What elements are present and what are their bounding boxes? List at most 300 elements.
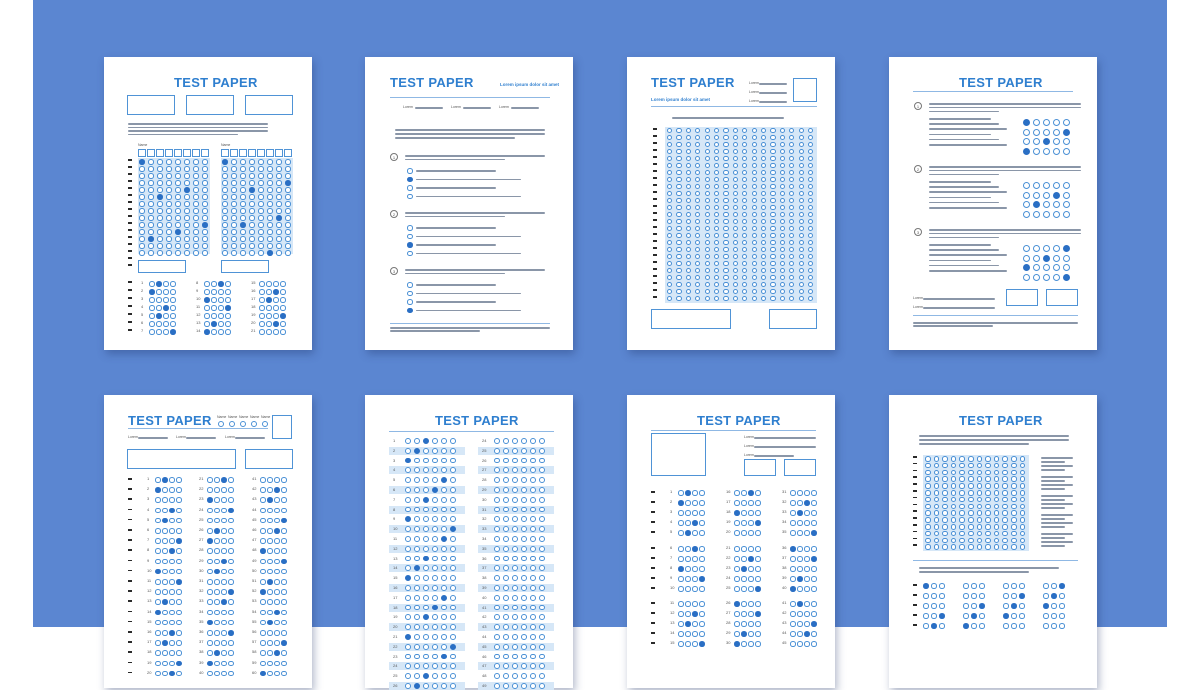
answer-bubble bbox=[202, 173, 208, 179]
answer-bubble bbox=[521, 556, 527, 562]
answer-bubble bbox=[503, 458, 509, 464]
answer-bubble bbox=[494, 507, 500, 513]
answer-bubble bbox=[155, 661, 161, 667]
timing-mark bbox=[128, 222, 132, 224]
answer-bubble bbox=[175, 236, 181, 242]
answer-bubble bbox=[811, 490, 817, 496]
answer-bubble bbox=[494, 477, 500, 483]
answer-bubble bbox=[276, 180, 282, 186]
answer-bubble bbox=[770, 296, 775, 301]
answer-bubble bbox=[1003, 583, 1009, 589]
answer-bubble bbox=[1003, 603, 1009, 609]
answer-bubble bbox=[202, 187, 208, 193]
timing-mark bbox=[651, 511, 655, 513]
answer-bubble bbox=[770, 205, 775, 210]
answer-bubble bbox=[723, 128, 728, 133]
answer-bubble bbox=[267, 215, 273, 221]
timing-mark bbox=[653, 296, 657, 298]
answer-bubble-filled bbox=[1023, 119, 1030, 126]
question-number: 7 bbox=[670, 555, 673, 560]
question-number: 5 bbox=[393, 477, 396, 483]
timing-mark bbox=[913, 604, 917, 606]
answer-bubble bbox=[155, 620, 161, 626]
answer-bubble bbox=[211, 329, 217, 335]
answer-bubble bbox=[512, 497, 518, 503]
answer-bubble bbox=[521, 595, 527, 601]
divider-line bbox=[651, 106, 817, 107]
answer-bubble bbox=[162, 579, 168, 585]
question-number: 5 bbox=[147, 516, 150, 522]
text-line bbox=[929, 260, 991, 262]
answer-bubble bbox=[799, 170, 804, 175]
answer-bubble bbox=[155, 650, 161, 656]
answer-bubble bbox=[804, 520, 810, 526]
answer-bubble-filled bbox=[228, 508, 234, 514]
answer-bubble bbox=[249, 250, 255, 256]
answer-bubble bbox=[193, 159, 199, 165]
text-line bbox=[913, 325, 993, 327]
text-line bbox=[929, 144, 1007, 146]
answer-bubble bbox=[267, 243, 273, 249]
timing-mark bbox=[128, 201, 132, 203]
answer-bubble bbox=[1002, 456, 1008, 462]
answer-bubble bbox=[685, 510, 691, 516]
question-number: 34 bbox=[199, 608, 204, 614]
question-number: 58 bbox=[252, 649, 257, 655]
answer-bubble bbox=[804, 621, 810, 627]
answer-bubble bbox=[1053, 255, 1060, 262]
answer-bubble bbox=[450, 634, 456, 640]
answer-bubble bbox=[723, 205, 728, 210]
answer-bubble bbox=[163, 289, 169, 295]
answer-bubble bbox=[280, 297, 286, 303]
answer-bubble bbox=[407, 299, 413, 305]
answer-bubble bbox=[414, 634, 420, 640]
answer-bubble bbox=[285, 236, 291, 242]
field-label: Lorem bbox=[749, 81, 759, 85]
answer-bubble bbox=[1011, 504, 1017, 510]
answer-bubble bbox=[274, 497, 280, 503]
answer-bubble bbox=[225, 289, 231, 295]
answer-bubble bbox=[748, 510, 754, 516]
answer-bubble bbox=[770, 156, 775, 161]
answer-bubble bbox=[166, 243, 172, 249]
answer-bubble bbox=[741, 520, 747, 526]
question-number: 25 bbox=[199, 516, 204, 522]
answer-bubble bbox=[797, 586, 803, 592]
answer-bubble bbox=[1023, 255, 1030, 262]
answer-bubble bbox=[678, 546, 684, 552]
answer-bubble bbox=[214, 559, 220, 565]
answer-bubble bbox=[414, 438, 420, 444]
answer-bubble bbox=[157, 187, 163, 193]
answer-bubble bbox=[734, 631, 740, 637]
answer-bubble-filled bbox=[971, 613, 977, 619]
text-line bbox=[929, 233, 1081, 235]
question-number: 59 bbox=[252, 659, 257, 665]
answer-bubble bbox=[539, 497, 545, 503]
answer-bubble-filled bbox=[423, 614, 429, 620]
answer-bubble-filled bbox=[1043, 603, 1049, 609]
question-number: 42 bbox=[482, 614, 487, 620]
text-line bbox=[416, 253, 521, 255]
answer-bubble bbox=[676, 275, 681, 280]
answer-bubble bbox=[699, 500, 705, 506]
answer-bubble bbox=[218, 289, 224, 295]
answer-bubble bbox=[260, 579, 266, 585]
answer-bubble bbox=[176, 518, 182, 524]
answer-bubble-filled bbox=[139, 159, 145, 165]
answer-bubble bbox=[155, 538, 161, 544]
answer-bubble bbox=[705, 226, 710, 231]
answer-bubble bbox=[705, 282, 710, 287]
timing-mark bbox=[913, 614, 917, 616]
answer-bubble bbox=[267, 528, 273, 534]
answer-bubble bbox=[1011, 456, 1017, 462]
text-line bbox=[390, 327, 550, 329]
answer-bubble bbox=[423, 477, 429, 483]
text-line bbox=[1041, 522, 1073, 524]
answer-bubble bbox=[169, 538, 175, 544]
answer-bubble bbox=[266, 329, 272, 335]
answer-bubble bbox=[1023, 192, 1030, 199]
answer-bubble bbox=[1020, 538, 1026, 544]
answer-bubble bbox=[512, 585, 518, 591]
answer-bubble bbox=[979, 583, 985, 589]
question-number: 44 bbox=[252, 506, 257, 512]
answer-bubble bbox=[1002, 470, 1008, 476]
answer-bubble bbox=[276, 187, 282, 193]
text-line bbox=[416, 293, 521, 295]
answer-bubble bbox=[1033, 119, 1040, 126]
answer-bubble bbox=[699, 631, 705, 637]
question-number: 23 bbox=[726, 565, 731, 570]
question-number: 20 bbox=[726, 529, 731, 534]
answer-bubble bbox=[734, 520, 740, 526]
text-line bbox=[929, 103, 1081, 105]
answer-bubble bbox=[267, 187, 273, 193]
answer-bubble bbox=[218, 305, 224, 311]
answer-bubble bbox=[790, 490, 796, 496]
answer-bubble bbox=[503, 487, 509, 493]
answer-bubble bbox=[494, 605, 500, 611]
answer-bubble bbox=[222, 229, 228, 235]
timing-mark bbox=[913, 476, 917, 478]
text-line bbox=[929, 186, 999, 188]
answer-bubble bbox=[414, 477, 420, 483]
answer-bubble bbox=[162, 630, 168, 636]
answer-bubble bbox=[723, 254, 728, 259]
timing-mark bbox=[128, 313, 132, 315]
answer-bubble bbox=[977, 510, 983, 516]
answer-bubble bbox=[705, 233, 710, 238]
answer-bubble bbox=[985, 524, 991, 530]
answer-bubble-filled bbox=[281, 640, 287, 646]
answer-bubble bbox=[934, 483, 940, 489]
answer-bubble bbox=[521, 644, 527, 650]
timing-mark bbox=[913, 538, 917, 540]
question-number: 33 bbox=[199, 598, 204, 604]
answer-bubble bbox=[214, 620, 220, 626]
answer-bubble bbox=[202, 194, 208, 200]
answer-bubble-filled bbox=[441, 536, 447, 542]
answer-bubble bbox=[705, 128, 710, 133]
answer-bubble bbox=[942, 504, 948, 510]
answer-bubble bbox=[1020, 504, 1026, 510]
question-number: 45 bbox=[482, 643, 487, 649]
answer-bubble bbox=[155, 579, 161, 585]
answer-bubble bbox=[723, 219, 728, 224]
answer-bubble bbox=[951, 524, 957, 530]
answer-bubble bbox=[1033, 138, 1040, 145]
answer-bubble bbox=[432, 458, 438, 464]
answer-bubble bbox=[676, 156, 681, 161]
text-line bbox=[405, 159, 505, 161]
answer-bubble bbox=[274, 569, 280, 575]
answer-bubble bbox=[1059, 613, 1065, 619]
answer-bubble bbox=[959, 510, 965, 516]
field-label: Lorem bbox=[744, 444, 754, 448]
answer-bubble bbox=[157, 159, 163, 165]
answer-bubble bbox=[148, 250, 154, 256]
answer-bubble bbox=[530, 507, 536, 513]
answer-bubble bbox=[799, 261, 804, 266]
answer-bubble bbox=[685, 641, 691, 647]
answer-bubble bbox=[804, 530, 810, 536]
answer-bubble bbox=[676, 177, 681, 182]
answer-bubble bbox=[139, 180, 145, 186]
answer-bubble bbox=[423, 458, 429, 464]
answer-bubble bbox=[202, 236, 208, 242]
answer-bubble bbox=[977, 470, 983, 476]
answer-bubble bbox=[942, 510, 948, 516]
question-number: 20 bbox=[251, 320, 256, 325]
answer-bubble bbox=[705, 261, 710, 266]
answer-bubble bbox=[240, 166, 246, 172]
answer-bubble bbox=[441, 497, 447, 503]
text-line bbox=[1041, 533, 1073, 535]
answer-bubble-filled bbox=[149, 289, 155, 295]
answer-bubble bbox=[441, 448, 447, 454]
answer-bubble-filled bbox=[214, 650, 220, 656]
answer-bubble bbox=[811, 546, 817, 552]
timing-mark bbox=[653, 254, 657, 256]
answer-bubble bbox=[494, 634, 500, 640]
answer-bubble bbox=[494, 614, 500, 620]
answer-bubble bbox=[441, 507, 447, 513]
question-number: 45 bbox=[252, 516, 257, 522]
answer-bubble bbox=[214, 640, 220, 646]
answer-bubble-filled bbox=[685, 621, 691, 627]
answer-bubble bbox=[207, 640, 213, 646]
answer-box bbox=[248, 149, 256, 157]
answer-bubble-filled bbox=[414, 565, 420, 571]
answer-bubble bbox=[985, 510, 991, 516]
answer-bubble bbox=[260, 497, 266, 503]
answer-bubble bbox=[979, 593, 985, 599]
answer-bubble bbox=[923, 623, 929, 629]
answer-bubble-filled bbox=[748, 556, 754, 562]
answer-bubble bbox=[166, 208, 172, 214]
question-number: 39 bbox=[199, 659, 204, 665]
answer-bubble bbox=[266, 321, 272, 327]
question-number: 17 bbox=[393, 594, 398, 600]
question-number: 44 bbox=[482, 634, 487, 639]
text-line bbox=[395, 137, 515, 139]
answer-bubble bbox=[432, 507, 438, 513]
text-line bbox=[929, 202, 999, 204]
answer-bubble bbox=[441, 624, 447, 630]
answer-bubble bbox=[169, 518, 175, 524]
answer-bubble bbox=[678, 631, 684, 637]
question-number: 7 bbox=[147, 537, 150, 543]
answer-bubble bbox=[503, 624, 509, 630]
answer-bubble bbox=[414, 497, 420, 503]
answer-bubble bbox=[959, 517, 965, 523]
answer-bubble bbox=[494, 458, 500, 464]
answer-bubble-filled bbox=[207, 661, 213, 667]
answer-bubble bbox=[267, 599, 273, 605]
answer-bubble bbox=[676, 268, 681, 273]
answer-bubble bbox=[202, 243, 208, 249]
answer-bubble bbox=[971, 623, 977, 629]
answer-bubble bbox=[942, 544, 948, 550]
sheet-title: TEST PAPER bbox=[651, 75, 735, 90]
answer-bubble-filled bbox=[405, 516, 411, 522]
text-line bbox=[759, 92, 787, 94]
answer-bubble bbox=[240, 194, 246, 200]
answer-bubble bbox=[797, 500, 803, 506]
answer-bubble bbox=[503, 516, 509, 522]
question-number: 2 bbox=[393, 447, 396, 453]
answer-bubble bbox=[530, 673, 536, 679]
answer-bubble bbox=[225, 321, 231, 327]
answer-bubble bbox=[968, 524, 974, 530]
answer-bubble bbox=[804, 546, 810, 552]
answer-bubble bbox=[414, 673, 420, 679]
answer-bubble bbox=[267, 159, 273, 165]
answer-bubble bbox=[155, 599, 161, 605]
answer-bubble bbox=[676, 205, 681, 210]
answer-bubble bbox=[240, 173, 246, 179]
answer-bubble bbox=[423, 663, 429, 669]
answer-bubble bbox=[169, 620, 175, 626]
answer-bubble bbox=[231, 173, 237, 179]
answer-bubble-filled bbox=[1063, 129, 1070, 136]
answer-bubble bbox=[285, 229, 291, 235]
answer-bubble bbox=[260, 477, 266, 483]
answer-bubble bbox=[148, 243, 154, 249]
answer-bubble bbox=[705, 135, 710, 140]
answer-bubble bbox=[414, 487, 420, 493]
question-number: 35 bbox=[199, 618, 204, 624]
field-label: Name bbox=[239, 415, 249, 419]
question-number: 22 bbox=[199, 486, 204, 492]
answer-bubble bbox=[414, 526, 420, 532]
answer-bubble bbox=[799, 289, 804, 294]
answer-bubble bbox=[149, 313, 155, 319]
answer-bubble bbox=[169, 610, 175, 616]
answer-bubble bbox=[994, 483, 1000, 489]
answer-bubble bbox=[678, 510, 684, 516]
answer-bubble bbox=[1053, 211, 1060, 218]
answer-bubble-filled bbox=[273, 289, 279, 295]
answer-bubble bbox=[139, 194, 145, 200]
question-number: 29 bbox=[482, 487, 487, 492]
question-number: 8 bbox=[196, 280, 199, 285]
answer-bubble bbox=[184, 229, 190, 235]
answer-bubble bbox=[797, 566, 803, 572]
text-line bbox=[405, 216, 505, 218]
question-number: 33 bbox=[482, 526, 487, 532]
text-line bbox=[923, 307, 995, 309]
answer-bubble-filled bbox=[228, 630, 234, 636]
answer-bubble bbox=[705, 254, 710, 259]
answer-bubble bbox=[676, 240, 681, 245]
answer-bubble-filled bbox=[414, 683, 420, 689]
answer-bubble bbox=[281, 528, 287, 534]
text-line bbox=[128, 123, 268, 125]
answer-bubble bbox=[942, 531, 948, 537]
answer-bubble bbox=[494, 585, 500, 591]
answer-bubble bbox=[260, 487, 266, 493]
answer-bubble bbox=[222, 215, 228, 221]
question-number: 11 bbox=[196, 304, 201, 309]
answer-bubble bbox=[521, 565, 527, 571]
answer-bubble bbox=[1011, 593, 1017, 599]
answer-bubble bbox=[963, 593, 969, 599]
timing-mark bbox=[128, 243, 132, 245]
answer-bubble bbox=[494, 536, 500, 542]
answer-bubble bbox=[512, 654, 518, 660]
answer-bubble bbox=[276, 250, 282, 256]
question-number: 19 bbox=[393, 614, 398, 620]
answer-bubble bbox=[676, 233, 681, 238]
answer-bubble bbox=[162, 569, 168, 575]
answer-bubble bbox=[231, 222, 237, 228]
question-number: 6 bbox=[670, 545, 673, 550]
answer-bubble bbox=[734, 546, 740, 552]
answer-bubble bbox=[723, 233, 728, 238]
answer-bubble bbox=[530, 448, 536, 454]
timing-mark bbox=[128, 641, 132, 643]
answer-bubble bbox=[676, 170, 681, 175]
answer-bubble bbox=[1043, 274, 1050, 281]
answer-bubble bbox=[432, 477, 438, 483]
answer-bubble bbox=[166, 250, 172, 256]
answer-bubble bbox=[276, 159, 282, 165]
answer-bubble bbox=[423, 507, 429, 513]
answer-bubble bbox=[503, 614, 509, 620]
answer-bubble bbox=[539, 654, 545, 660]
answer-bubble bbox=[1020, 490, 1026, 496]
question-number: 40 bbox=[199, 669, 204, 675]
answer-bubble bbox=[676, 128, 681, 133]
answer-bubble bbox=[202, 180, 208, 186]
divider-line bbox=[390, 97, 550, 98]
answer-bubble bbox=[799, 212, 804, 217]
text-line bbox=[138, 437, 168, 439]
answer-bubble bbox=[441, 663, 447, 669]
answer-bubble bbox=[925, 497, 931, 503]
answer-bubble-filled bbox=[214, 569, 220, 575]
answer-bubble bbox=[678, 611, 684, 617]
answer-bubble bbox=[934, 490, 940, 496]
timing-mark bbox=[913, 497, 917, 499]
answer-bubble bbox=[274, 579, 280, 585]
answer-bubble bbox=[770, 128, 775, 133]
answer-bubble bbox=[1002, 544, 1008, 550]
